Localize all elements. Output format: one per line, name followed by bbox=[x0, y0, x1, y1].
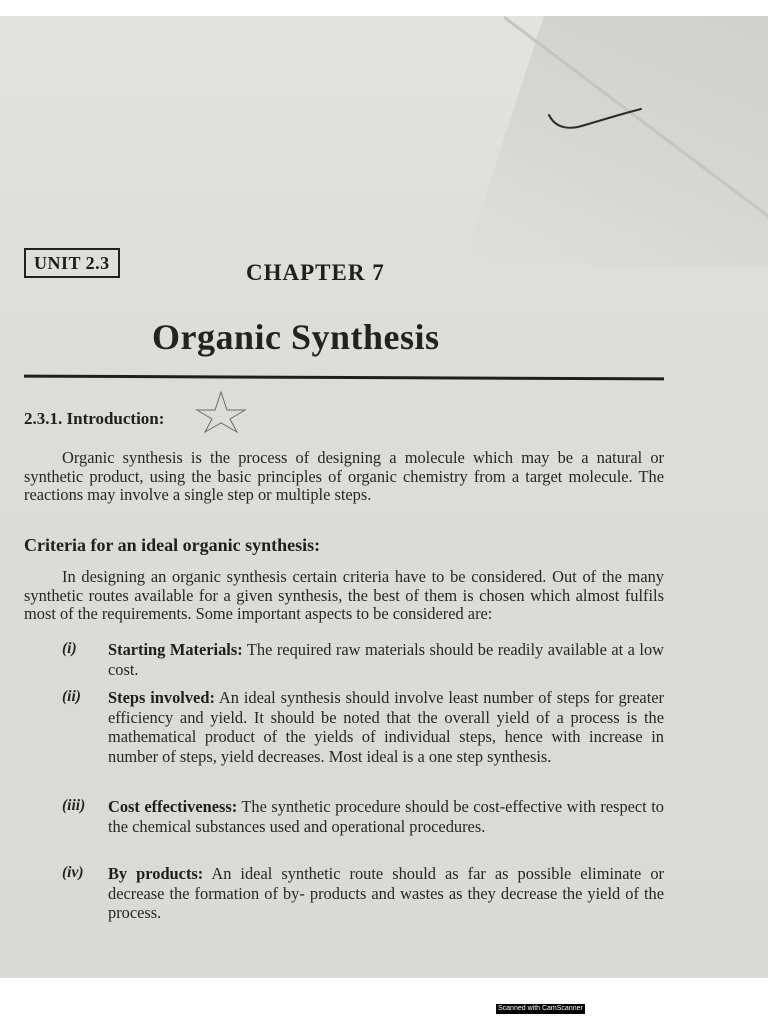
item-body bbox=[108, 640, 664, 679]
criteria-heading: Criteria for an ideal organic synthesis: bbox=[24, 535, 321, 555]
item-body bbox=[108, 797, 664, 836]
chapter-label: CHAPTER 7 bbox=[246, 260, 385, 285]
item-text: An ideal synthetic route should as far as possible eliminate or decrease the formation of by- products and wastes as they decrease the yield of the process. bbox=[108, 864, 664, 922]
item-body bbox=[108, 864, 664, 923]
item-text: The synthetic procedure should be cost-effective with respect to the chemical substances used and operational procedures. bbox=[108, 797, 664, 836]
item-number: (iii) bbox=[62, 797, 86, 814]
page-title: Organic Synthesis bbox=[152, 317, 440, 357]
item-term: Steps involved: bbox=[108, 688, 215, 707]
pen-tick-mark bbox=[545, 101, 645, 136]
item-term: Cost effectiveness: bbox=[108, 797, 238, 816]
item-number: (ii) bbox=[62, 688, 81, 705]
item-body bbox=[108, 688, 664, 766]
item-text: The required raw materials should be readily available at a low cost. bbox=[108, 640, 664, 679]
intro-paragraph: Organic synthesis is the process of designing a molecule which may be a natural or synthetic product, using the basic principles of organic chemistry from a target molecule. The reactions may involve a single step or multiple steps. bbox=[24, 448, 664, 504]
title-divider bbox=[24, 375, 664, 381]
criteria-intro-paragraph: In designing an organic synthesis certain criteria have to be considered. Out of the many synthetic routes available for a given synthesis, the best of them is chosen which almost fulfils most of the requirements. Some important aspects to be considered are: bbox=[24, 567, 664, 623]
item-text: An ideal synthesis should involve least number of steps for greater efficiency and yield. It should be noted that the overall yield of a process is the mathematical product of the yields of individual steps, hence with increase in number of steps, yield decreases. Most ideal is a one step synthesis. bbox=[108, 688, 664, 766]
pencil-star-mark bbox=[193, 388, 249, 434]
item-number: (i) bbox=[62, 640, 77, 657]
item-term: Starting Materials: bbox=[108, 640, 243, 659]
page-fold-shadow bbox=[463, 16, 768, 266]
item-term: By products: bbox=[108, 864, 204, 883]
scanned-page bbox=[0, 16, 768, 978]
section-heading: 2.3.1. Introduction: bbox=[24, 409, 165, 428]
unit-label: UNIT 2.3 bbox=[24, 248, 120, 278]
item-number: (iv) bbox=[62, 864, 84, 881]
scanner-watermark: Scanned with CamScanner bbox=[498, 1005, 583, 1012]
